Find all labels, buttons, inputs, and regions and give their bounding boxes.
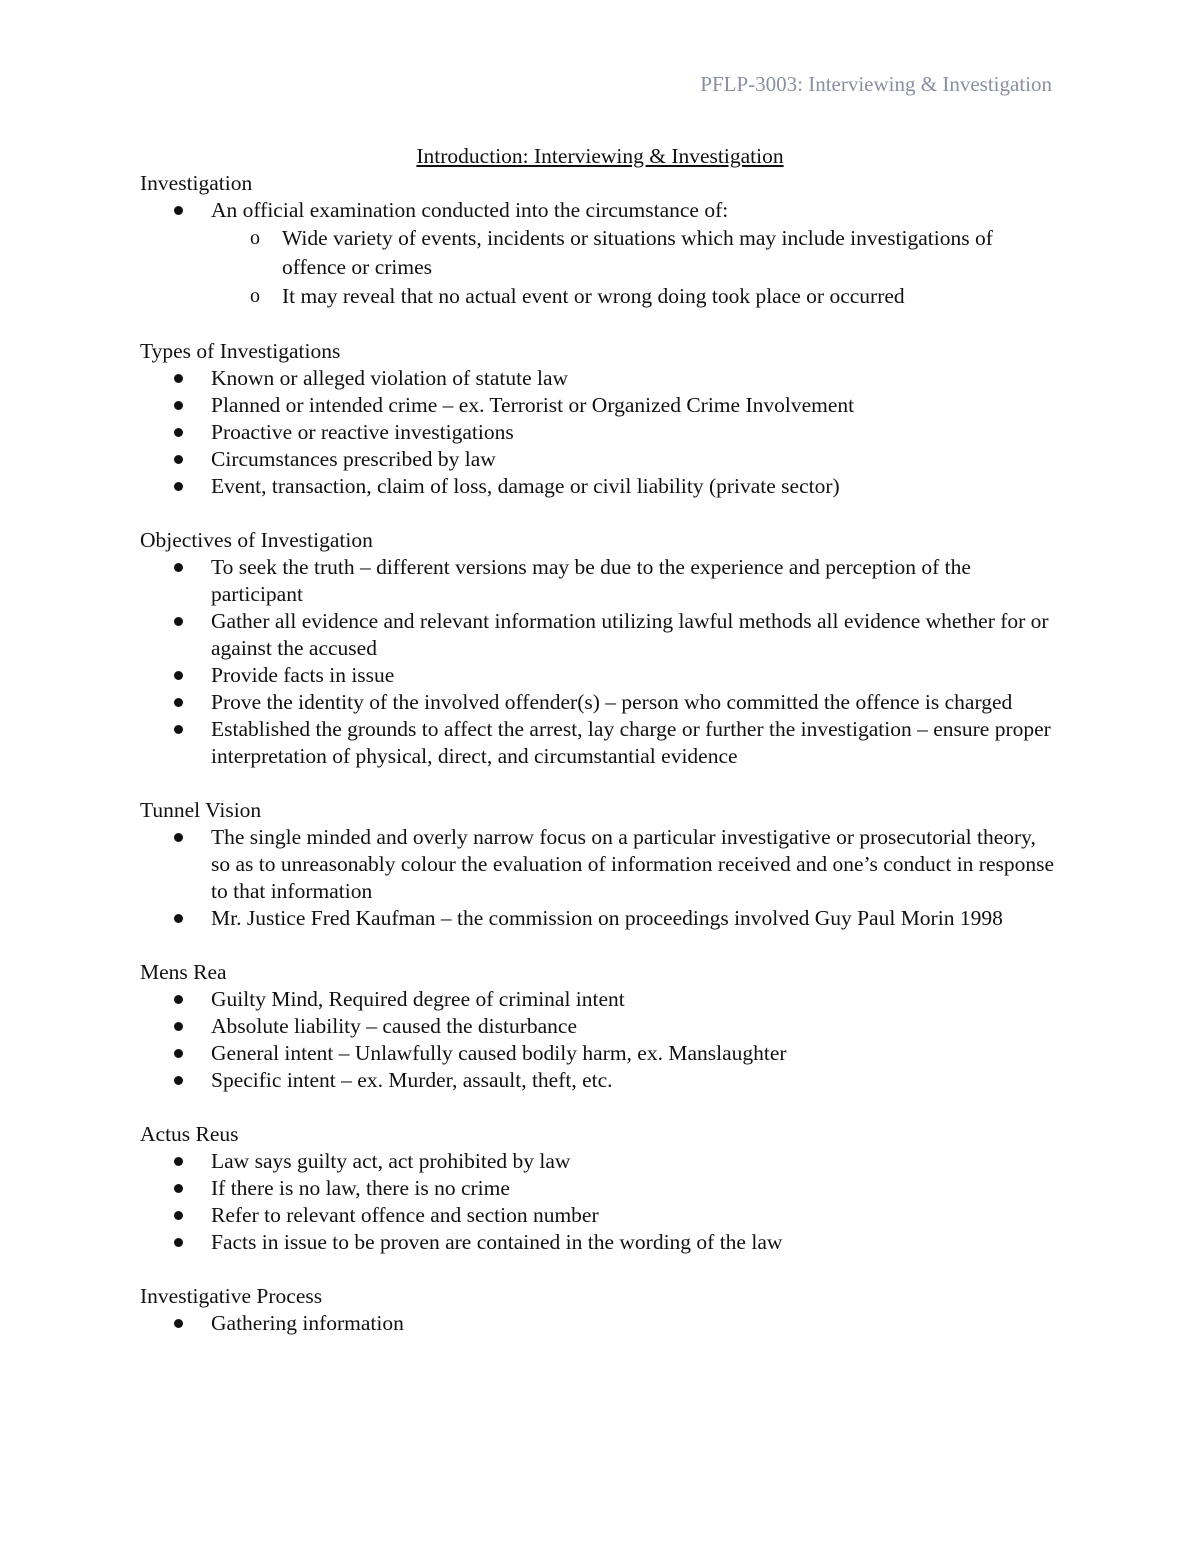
- bullet-icon: [174, 1022, 183, 1031]
- list-item-text: Law says guilty act, act prohibited by law: [211, 1149, 571, 1173]
- list-item: [140, 1040, 1060, 1067]
- list-item-text: To seek the truth – different versions may be due to the experience and perception of the participant: [211, 555, 971, 606]
- list-item: [140, 1202, 1060, 1229]
- sub-list-item: [211, 282, 1060, 311]
- section-heading: Tunnel Vision: [140, 798, 262, 822]
- list-item-text: Gather all evidence and relevant information utilizing lawful methods all evidence whether for or against the accused: [211, 609, 1049, 660]
- section-mens-rea: [140, 959, 1060, 1094]
- list-item-text: Planned or intended crime – ex. Terrorist or Organized Crime Involvement: [211, 393, 855, 417]
- list-item-text: An official examination conducted into the circumstance of:: [211, 198, 729, 222]
- sub-list-item: [211, 224, 1060, 282]
- list-item-text: If there is no law, there is no crime: [211, 1176, 510, 1200]
- bullet-icon: [174, 455, 183, 464]
- list-item-text: Gathering information: [211, 1311, 404, 1335]
- bullet-icon: [174, 1076, 183, 1085]
- list-item-text: Event, transaction, claim of loss, damage or civil liability (private sector): [211, 474, 840, 498]
- section-types-of-investigations: [140, 338, 1060, 500]
- bullet-icon: [174, 563, 183, 572]
- bullet-icon: [174, 725, 183, 734]
- bullet-icon: [174, 617, 183, 626]
- section-heading: Actus Reus: [140, 1122, 239, 1146]
- document-title: Introduction: Interviewing & Investigation: [416, 144, 784, 168]
- list-item: [140, 986, 1060, 1013]
- list-item-text: Established the grounds to affect the arrest, lay charge or further the investigation – ensure proper interpretation of physical, direct, and circumstantial evidence: [211, 717, 1051, 768]
- section-heading: Objectives of Investigation: [140, 528, 373, 552]
- list-item: [140, 365, 1060, 392]
- bullet-list: [140, 1148, 1060, 1256]
- bullet-icon: [174, 1211, 183, 1220]
- document-body: [140, 143, 1060, 1364]
- bullet-icon: [174, 1319, 183, 1328]
- list-item: [140, 716, 1060, 770]
- list-item: [140, 1310, 1060, 1337]
- list-item: [140, 473, 1060, 500]
- list-item-text: Refer to relevant offence and section number: [211, 1203, 599, 1227]
- bullet-icon: [174, 1184, 183, 1193]
- bullet-list: [140, 824, 1060, 932]
- list-item: [140, 1067, 1060, 1094]
- bullet-icon: [174, 428, 183, 437]
- list-item-text: Circumstances prescribed by law: [211, 447, 496, 471]
- list-item: [140, 608, 1060, 662]
- list-item: [140, 1148, 1060, 1175]
- list-item: [140, 662, 1060, 689]
- bullet-list: [140, 986, 1060, 1094]
- bullet-icon: [174, 1238, 183, 1247]
- list-item: [140, 419, 1060, 446]
- bullet-icon: [174, 206, 183, 215]
- bullet-icon: [174, 833, 183, 842]
- bullet-list: [140, 554, 1060, 770]
- section-tunnel-vision: [140, 797, 1060, 932]
- section-investigation: [140, 170, 1060, 311]
- bullet-icon: [174, 374, 183, 383]
- list-item: [140, 1013, 1060, 1040]
- list-item: [140, 197, 1060, 311]
- running-header: PFLP-3003: Interviewing & Investigation: [700, 72, 1052, 96]
- list-item: [140, 905, 1060, 932]
- list-item-text: Specific intent – ex. Murder, assault, theft, etc.: [211, 1068, 613, 1092]
- list-item-text: Facts in issue to be proven are contained in the wording of the law: [211, 1230, 783, 1254]
- section-actus-reus: [140, 1121, 1060, 1256]
- list-item: [140, 1175, 1060, 1202]
- section-heading: Mens Rea: [140, 960, 227, 984]
- bullet-list: [140, 1310, 1060, 1337]
- list-item: [140, 1229, 1060, 1256]
- list-item: [140, 554, 1060, 608]
- list-item-text: The single minded and overly narrow focus on a particular investigative or prosecutorial theory, so as to unreasonably colour the evaluation of information received and one’s conduct in response to that information: [211, 825, 1055, 903]
- section-heading: Investigative Process: [140, 1284, 323, 1308]
- list-item: [140, 689, 1060, 716]
- list-item-text: Mr. Justice Fred Kaufman – the commission on proceedings involved Guy Paul Morin 1998: [211, 906, 1003, 930]
- list-item: [140, 392, 1060, 419]
- bullet-icon: [174, 401, 183, 410]
- list-item-text: Known or alleged violation of statute law: [211, 366, 569, 390]
- list-item: [140, 446, 1060, 473]
- bullet-icon: [174, 482, 183, 491]
- list-item: [140, 824, 1060, 905]
- bullet-icon: [174, 995, 183, 1004]
- list-item-text: General intent – Unlawfully caused bodily harm, ex. Manslaughter: [211, 1041, 787, 1065]
- bullet-list: [140, 197, 1060, 311]
- section-objectives-of-investigation: [140, 527, 1060, 770]
- bullet-icon: [174, 671, 183, 680]
- list-item-text: Absolute liability – caused the disturbance: [211, 1014, 578, 1038]
- sections-container: [140, 170, 1060, 1337]
- list-item-text: Guilty Mind, Required degree of criminal intent: [211, 987, 625, 1011]
- list-item-text: Provide facts in issue: [211, 663, 395, 687]
- hollow-bullet-icon: o: [250, 227, 260, 249]
- hollow-bullet-icon: o: [250, 285, 260, 307]
- sub-list-item-text: Wide variety of events, incidents or situations which may include investigations of offence or crimes: [282, 226, 993, 279]
- list-item-text: Prove the identity of the involved offender(s) – person who committed the offence is charged: [211, 690, 1013, 714]
- section-heading: Investigation: [140, 171, 253, 195]
- bullet-icon: [174, 914, 183, 923]
- sub-bullet-list: [211, 224, 1060, 311]
- bullet-list: [140, 365, 1060, 500]
- section-heading: Types of Investigations: [140, 339, 341, 363]
- bullet-icon: [174, 698, 183, 707]
- section-investigative-process: [140, 1283, 1060, 1337]
- sub-list-item-text: It may reveal that no actual event or wrong doing took place or occurred: [282, 284, 905, 308]
- list-item-text: Proactive or reactive investigations: [211, 420, 514, 444]
- bullet-icon: [174, 1157, 183, 1166]
- bullet-icon: [174, 1049, 183, 1058]
